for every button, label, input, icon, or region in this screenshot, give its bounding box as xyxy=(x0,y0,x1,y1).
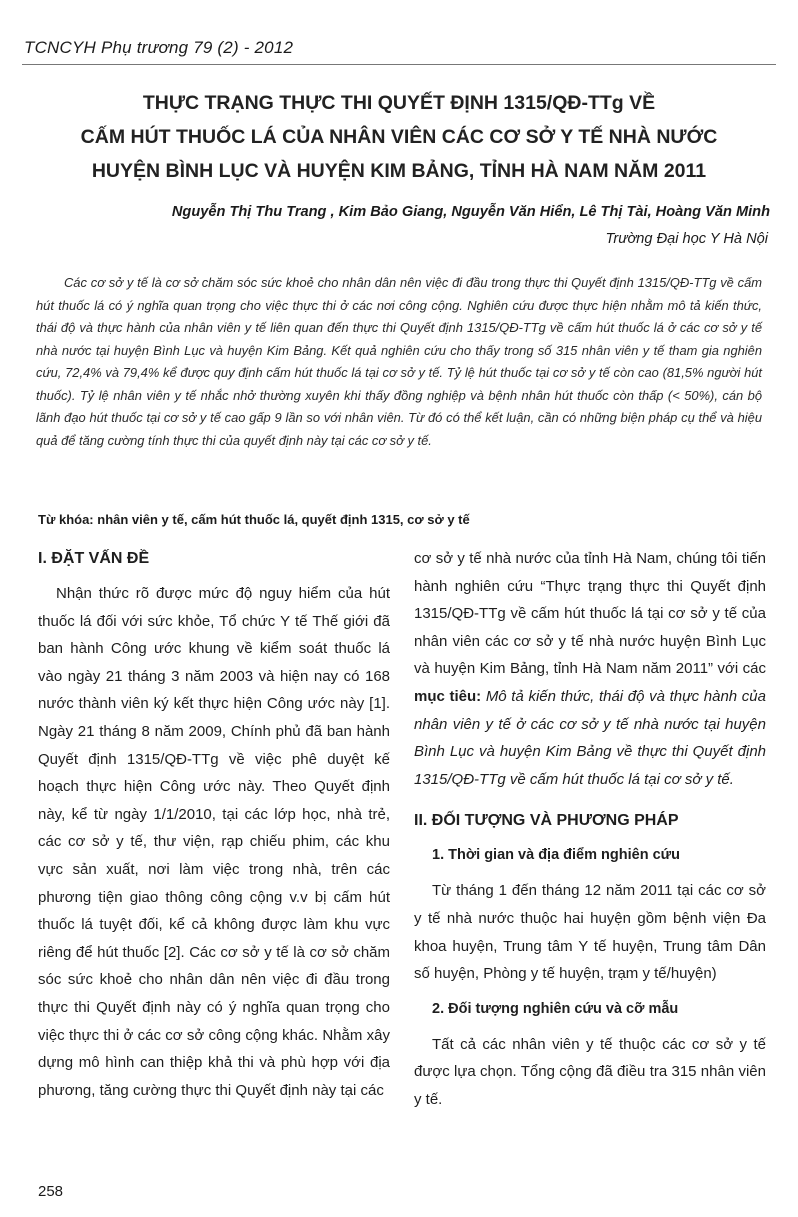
left-column xyxy=(38,545,390,1104)
title-line-2: CẤM HÚT THUỐC LÁ CỦA NHÂN VIÊN CÁC CƠ SỞ Y TẾ NHÀ NƯỚC xyxy=(80,126,718,148)
objective-text: Mô tả kiến thức, thái độ và thực hành của nhân viên y tế ở các cơ sở y tế nhà nước tại huyện Bình Lục và huyện Kim Bảng về thực thi Quyết định 1315/QĐ-TTg về cấm hút thuốc lá tại cơ sở y tế. xyxy=(414,687,766,788)
title-line-1: THỰC TRẠNG THỰC THI QUYẾT ĐỊNH 1315/QĐ-TTg VỀ xyxy=(142,92,656,114)
keywords: Từ khóa: nhân viên y tế, cấm hút thuốc lá, quyết định 1315, cơ sở y tế xyxy=(38,512,470,527)
subheading-time-location: 1. Thời gian và địa điểm nghiên cứu xyxy=(432,847,681,864)
time-location-paragraph: Từ tháng 1 đến tháng 12 năm 2011 tại các cơ sở y tế nhà nước thuộc hai huyện gồm bệnh viện Đa khoa huyện, Trung tâm Y tế huyện, Trung tâm Dân số huyện, Phòng y tế huyện, trạm y tế/huyện) xyxy=(414,882,766,983)
running-header: TCNCYH Phụ trương 79 (2) - 2012 xyxy=(24,38,294,57)
subheading-subjects-sample: 2. Đối tượng nghiên cứu và cỡ mẫu xyxy=(432,1000,679,1017)
abstract-text: Các cơ sở y tế là cơ sở chăm sóc sức khoẻ cho nhân dân nên việc đi đầu trong thực thi Quyết định 1315/QĐ-TTg về cấm hút thuốc lá có ý nghĩa quan trọng cho việc thực thi ở các nơi công cộng. Nghiên cứu được thực hiện nhằm mô tả kiến thức, thái độ và thực hành của nhân viên y tế liên quan đến thực thi Quyết định 1315/QĐ-TTg về cấm hút thuốc lá ở các cơ sở y tế nhà nước tại huyện Bình Lục và huyện Kim Bảng. Kết quả nghiên cứu cho thấy trong số 315 nhân viên y tế tham gia nghiên cứu, 72,4% và 79,4% kể được quy định cấm hút thuốc lá tại cơ sở y tế. Tỷ lệ hút thuốc tại cơ sở y tế còn cao (81,5% người hút thuốc). Tỷ lệ nhân viên y tế nhắc nhở thường xuyên khi thấy đồng nghiệp và bệnh nhân hút thuốc còn thấp (< 50%), cán bộ lãnh đạo hút thuốc tại cơ sở y tế cao gấp 9 lần so với nhân viên. Từ đó có thể kết luận, cần có những biện pháp cụ thể và hiệu quả để tăng cường tính thực thi của quyết định này tại các cơ sở y tế. xyxy=(36,275,762,448)
article-title xyxy=(60,86,738,188)
section-heading-methods: II. ĐỐI TƯỢNG VÀ PHƯƠNG PHÁP xyxy=(414,812,679,830)
page-number: 258 xyxy=(38,1183,64,1200)
continuation-text: cơ sở y tế nhà nước của tỉnh Hà Nam, chúng tôi tiến hành nghiên cứu “Thực trạng thực thi Quyết định 1315/QĐ-TTg về cấm hút thuốc lá tại cơ sở y tế của nhân viên các cơ sở y tế nhà nước huyện Bình Lục và huyện Kim Bảng, tỉnh Hà Nam năm 2011” với các xyxy=(414,550,766,678)
introduction-paragraph: Nhận thức rõ được mức độ nguy hiểm của hút thuốc lá đối với sức khỏe, Tổ chức Y tế Thế giới đã ban hành Công ước khung về kiểm soát thuốc lá vào ngày 21 tháng 3 năm 2003 và hiện nay có 168 nước thành viên ký kết thực hiện Công ước này [1]. Ngày 21 tháng 8 năm 2009, Chính phủ đã ban hành Quyết định 1315/QĐ-TTg về việc phê duyệt kế hoạch thực hiện Công ước này. Theo Quyết định này, kể từ ngày 1/1/2010, tại các lớp học, nhà trẻ, các cơ sở y tế, thư viện, rạp chiếu phim, các khu vực sản xuất, nơi làm việc trong nhà, trên các phương tiện giao thông công cộng v.v bị cấm hút thuốc lá tuyệt đối, kể cả không được làm khu vực riêng để hút thuốc [2]. Các cơ sở y tế là cơ sở chăm sóc sức khoẻ cho nhân dân nên việc đi đầu trong thực thi Quyết định này có ý nghĩa quan trọng cho việc thực thi ở các cơ sở công cộng khác. Nhằm xây dựng mô hình can thiệp khả thi và phù hợp với địa phương, tăng cường thực thi Quyết định này tại các xyxy=(38,585,390,1099)
affiliation: Trường Đại học Y Hà Nội xyxy=(605,231,768,247)
objective-label: mục tiêu: xyxy=(414,687,482,705)
introduction-continuation xyxy=(414,545,766,793)
authors: Nguyễn Thị Thu Trang , Kim Bảo Giang, Nguyễn Văn Hiển, Lê Thị Tài, Hoàng Văn Minh xyxy=(171,204,770,220)
right-column xyxy=(414,545,766,1114)
header-rule xyxy=(22,64,776,65)
subjects-sample-paragraph: Tất cả các nhân viên y tế thuộc các cơ sở y tế được lựa chọn. Tổng cộng đã điều tra 315 nhân viên y tế. xyxy=(414,1035,766,1108)
abstract xyxy=(36,272,762,452)
title-line-3: HUYỆN BÌNH LỤC VÀ HUYỆN KIM BẢNG, TỈNH HÀ NAM NĂM 2011 xyxy=(91,160,707,182)
section-heading-introduction: I. ĐẶT VẤN ĐỀ xyxy=(38,550,150,567)
